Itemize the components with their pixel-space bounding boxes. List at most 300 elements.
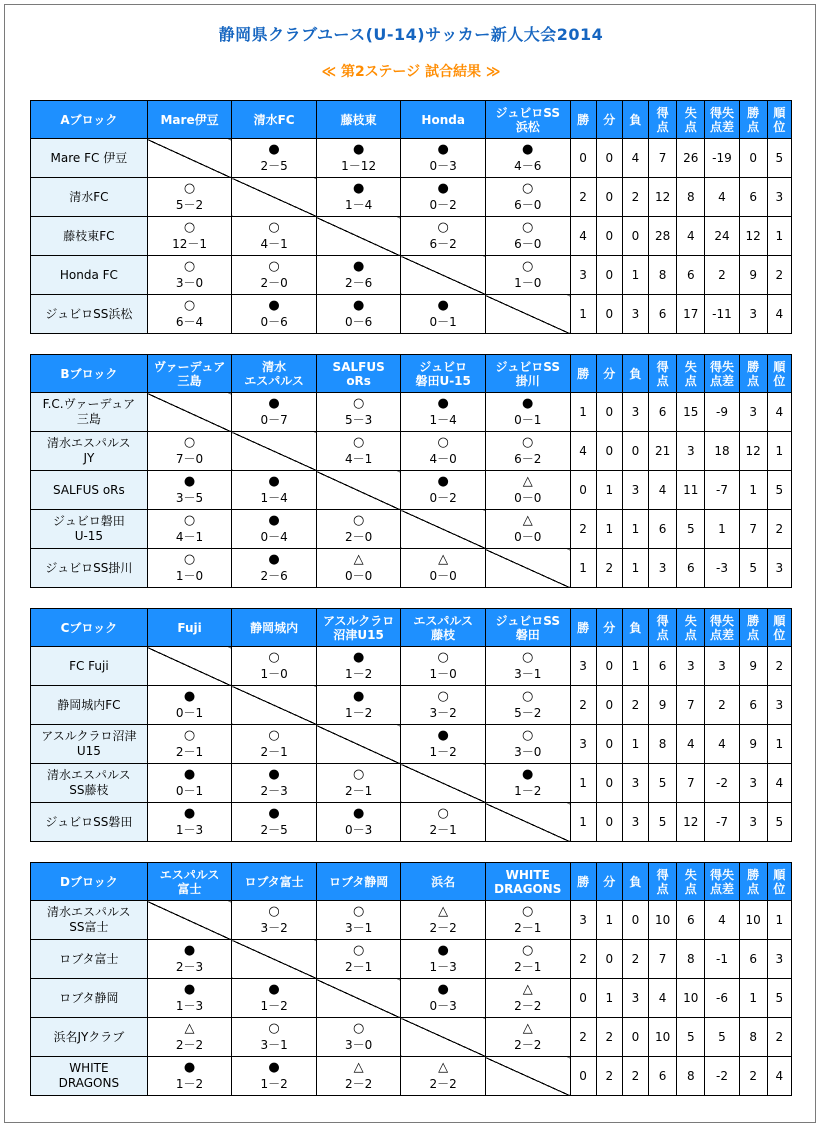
opponent-column-header: WHITE DRAGONS xyxy=(485,863,570,901)
match-score: 0－6 xyxy=(260,315,288,329)
match-score: 2－6 xyxy=(344,276,373,290)
header-row xyxy=(31,609,792,647)
opponent-column-header: Fuji xyxy=(147,609,232,647)
stat-column-header: 得失 点差 xyxy=(705,609,739,647)
stat-column-header: 負 xyxy=(622,609,648,647)
stat-value: 2 xyxy=(570,178,596,217)
result-symbol: △ xyxy=(438,1060,449,1075)
match-result-cell xyxy=(232,1018,317,1057)
stat-value: -6 xyxy=(705,979,739,1018)
match-result-cell xyxy=(485,979,570,1018)
stat-value: 7 xyxy=(649,940,677,979)
result-symbol: ○ xyxy=(437,650,449,665)
match-score: 6－0 xyxy=(514,198,542,212)
match-result-cell xyxy=(485,510,570,549)
stat-value: 6 xyxy=(649,295,677,334)
match-score: 4－1 xyxy=(344,452,373,466)
match-result-cell xyxy=(232,549,317,588)
match-result-cell xyxy=(147,725,232,764)
match-score: 2－1 xyxy=(344,960,373,974)
match-score: 1－4 xyxy=(429,413,457,427)
result-symbol: ● xyxy=(268,142,280,157)
stat-value: 2 xyxy=(596,1018,622,1057)
opponent-column-header: SALFUS oRs xyxy=(316,355,401,393)
match-result-cell xyxy=(401,178,486,217)
stat-value: 26 xyxy=(677,139,705,178)
result-symbol: ○ xyxy=(522,181,534,196)
result-symbol: ○ xyxy=(522,220,534,235)
result-symbol: ○ xyxy=(437,689,449,704)
stat-column-header: 得失 点差 xyxy=(705,101,739,139)
stat-value: 10 xyxy=(677,979,705,1018)
match-result-cell xyxy=(401,217,486,256)
stat-column-header: 順 位 xyxy=(767,101,791,139)
stat-value: 0 xyxy=(596,139,622,178)
stat-value: 0 xyxy=(570,471,596,510)
stat-value: 5 xyxy=(705,1018,739,1057)
result-symbol: ● xyxy=(352,650,365,665)
match-score: 0－1 xyxy=(429,315,457,329)
stat-value: 1 xyxy=(596,979,622,1018)
team-row xyxy=(31,686,792,725)
result-symbol: ○ xyxy=(268,728,280,743)
stat-value: 3 xyxy=(570,725,596,764)
stat-value: 6 xyxy=(677,256,705,295)
page-subtitle: ≪ 第2ステージ 試合結果 ≫ xyxy=(321,64,501,80)
match-result-cell xyxy=(485,256,570,295)
team-name: WHITE DRAGONS xyxy=(31,1057,148,1096)
match-score: 0－0 xyxy=(344,569,373,583)
stat-value: 0 xyxy=(596,432,622,471)
stat-column-header: 順 位 xyxy=(767,863,791,901)
team-name: SALFUS oRs xyxy=(31,471,148,510)
team-row xyxy=(31,139,792,178)
stat-value: 6 xyxy=(649,1057,677,1096)
team-row xyxy=(31,256,792,295)
result-symbol: ○ xyxy=(268,259,280,274)
result-symbol: ● xyxy=(268,806,280,821)
result-symbol: △ xyxy=(353,1060,364,1075)
self-match-cell xyxy=(316,979,401,1018)
match-score: 0－1 xyxy=(175,784,204,798)
stat-value: 1 xyxy=(622,647,648,686)
stat-value: 2 xyxy=(622,686,648,725)
result-symbol: ● xyxy=(183,943,196,958)
stat-column-header: 負 xyxy=(622,863,648,901)
result-symbol: ○ xyxy=(183,181,196,196)
stat-value: 1 xyxy=(570,803,596,842)
stat-value: -2 xyxy=(705,1057,739,1096)
opponent-column-header: ジュビロSS 浜松 xyxy=(485,101,570,139)
result-symbol: ● xyxy=(352,259,365,274)
opponent-column-header: アスルクラロ 沼津U15 xyxy=(316,609,401,647)
stat-value: 1 xyxy=(622,510,648,549)
team-name: Mare FC 伊豆 xyxy=(31,139,148,178)
stat-value: 24 xyxy=(705,217,739,256)
stat-value: 0 xyxy=(596,217,622,256)
match-result-cell xyxy=(147,1057,232,1096)
result-symbol: ○ xyxy=(522,943,534,958)
match-score: 3－0 xyxy=(344,1038,373,1052)
match-score: 2－5 xyxy=(260,823,288,837)
stat-value: 6 xyxy=(739,178,767,217)
result-symbol: △ xyxy=(522,1021,533,1036)
match-result-cell xyxy=(147,940,232,979)
stat-value: 1 xyxy=(596,471,622,510)
match-result-cell xyxy=(232,510,317,549)
match-score: 6－0 xyxy=(514,237,542,251)
stat-column-header: 失 点 xyxy=(677,355,705,393)
stat-value: 12 xyxy=(739,217,767,256)
result-symbol: ○ xyxy=(522,435,534,450)
stat-value: 5 xyxy=(677,510,705,549)
stat-value: 3 xyxy=(677,432,705,471)
team-name: アスルクラロ沼津 U15 xyxy=(31,725,148,764)
match-result-cell xyxy=(401,139,486,178)
match-score: 2－1 xyxy=(344,784,373,798)
stat-column-header: 分 xyxy=(596,863,622,901)
stat-value: 6 xyxy=(649,510,677,549)
match-result-cell xyxy=(316,803,401,842)
result-symbol: ● xyxy=(437,396,449,411)
stat-value: 4 xyxy=(705,901,739,940)
stat-value: 2 xyxy=(767,1018,791,1057)
result-symbol: ● xyxy=(183,689,196,704)
team-row xyxy=(31,803,792,842)
stat-value: 0 xyxy=(596,647,622,686)
match-result-cell xyxy=(485,764,570,803)
stat-value: 12 xyxy=(677,803,705,842)
stat-value: 4 xyxy=(705,178,739,217)
result-symbol: ○ xyxy=(268,904,280,919)
result-symbol: △ xyxy=(522,513,533,528)
match-score: 0－7 xyxy=(260,413,288,427)
result-symbol: ○ xyxy=(522,259,534,274)
stat-value: -7 xyxy=(705,803,739,842)
result-symbol: △ xyxy=(438,552,449,567)
match-score: 0－3 xyxy=(429,159,457,173)
match-score: 4－1 xyxy=(175,530,204,544)
stat-value: 1 xyxy=(622,725,648,764)
team-row xyxy=(31,1018,792,1057)
stat-value: 8 xyxy=(677,1057,705,1096)
stat-value: 2 xyxy=(622,940,648,979)
match-result-cell xyxy=(485,647,570,686)
stat-value: 2 xyxy=(767,256,791,295)
stat-value: 10 xyxy=(649,1018,677,1057)
match-result-cell xyxy=(485,940,570,979)
stat-column-header: 分 xyxy=(596,355,622,393)
stat-value: -7 xyxy=(705,471,739,510)
match-result-cell xyxy=(401,295,486,334)
self-match-cell xyxy=(147,139,232,178)
result-symbol: ● xyxy=(352,181,365,196)
opponent-column-header: エスパルス 富士 xyxy=(147,863,232,901)
opponent-column-header: ジュビロ 磐田U-15 xyxy=(401,355,486,393)
stat-value: 3 xyxy=(739,764,767,803)
match-result-cell xyxy=(316,510,401,549)
match-result-cell xyxy=(485,901,570,940)
match-score: 12－1 xyxy=(172,237,207,251)
match-score: 1－2 xyxy=(175,1077,204,1091)
opponent-column-header: 浜名 xyxy=(401,863,486,901)
match-score: 0－0 xyxy=(514,491,542,505)
match-result-cell xyxy=(232,295,317,334)
match-result-cell xyxy=(401,940,486,979)
stat-value: 17 xyxy=(677,295,705,334)
stat-value: 3 xyxy=(622,764,648,803)
match-score: 2－1 xyxy=(260,745,288,759)
stat-value: 6 xyxy=(739,686,767,725)
result-symbol: ● xyxy=(437,142,449,157)
opponent-column-header: 清水 エスパルス xyxy=(232,355,317,393)
match-result-cell xyxy=(485,1018,570,1057)
match-score: 2－2 xyxy=(344,1077,373,1091)
stat-value: 0 xyxy=(622,901,648,940)
match-score: 0－1 xyxy=(514,413,542,427)
team-row xyxy=(31,432,792,471)
stat-value: 6 xyxy=(739,940,767,979)
stat-value: 4 xyxy=(677,725,705,764)
self-match-cell xyxy=(401,764,486,803)
stat-column-header: 勝 xyxy=(570,355,596,393)
result-symbol: ● xyxy=(352,689,365,704)
match-result-cell xyxy=(147,295,232,334)
stat-value: 3 xyxy=(570,647,596,686)
block-table xyxy=(30,608,792,842)
result-symbol: ● xyxy=(268,396,280,411)
stat-column-header: 失 点 xyxy=(677,101,705,139)
match-result-cell xyxy=(485,393,570,432)
match-result-cell xyxy=(401,549,486,588)
team-row xyxy=(31,764,792,803)
match-score: 1－0 xyxy=(514,276,542,290)
stat-value: 6 xyxy=(677,549,705,588)
match-score: 1－3 xyxy=(175,823,204,837)
stat-column-header: 順 位 xyxy=(767,609,791,647)
team-row xyxy=(31,510,792,549)
team-row xyxy=(31,1057,792,1096)
stat-column-header: 負 xyxy=(622,355,648,393)
match-result-cell xyxy=(316,1018,401,1057)
result-symbol: ● xyxy=(352,806,365,821)
match-score: 2－6 xyxy=(260,569,288,583)
match-result-cell xyxy=(316,901,401,940)
stat-value: 4 xyxy=(705,725,739,764)
result-symbol: ○ xyxy=(437,435,449,450)
stat-column-header: 失 点 xyxy=(677,609,705,647)
opponent-column-header: 静岡城内 xyxy=(232,609,317,647)
stat-value: 0 xyxy=(596,393,622,432)
stat-value: 3 xyxy=(622,979,648,1018)
team-name: F.C.ヴァーデュア 三島 xyxy=(31,393,148,432)
match-result-cell xyxy=(147,979,232,1018)
match-score: 3－0 xyxy=(514,745,542,759)
match-result-cell xyxy=(316,432,401,471)
team-row xyxy=(31,471,792,510)
team-row xyxy=(31,647,792,686)
stat-value: 0 xyxy=(570,979,596,1018)
self-match-cell xyxy=(232,686,317,725)
match-score: 4－0 xyxy=(429,452,457,466)
match-score: 1－3 xyxy=(429,960,457,974)
stat-column-header: 勝 xyxy=(570,863,596,901)
stat-column-header: 勝 xyxy=(570,609,596,647)
stat-value: 1 xyxy=(739,471,767,510)
match-result-cell xyxy=(401,647,486,686)
stat-value: 1 xyxy=(570,549,596,588)
match-result-cell xyxy=(316,549,401,588)
match-result-cell xyxy=(316,178,401,217)
result-symbol: ● xyxy=(522,396,534,411)
match-score: 2－2 xyxy=(175,1038,204,1052)
stat-value: 2 xyxy=(570,1018,596,1057)
result-symbol: ○ xyxy=(522,689,534,704)
stat-value: 9 xyxy=(739,256,767,295)
self-match-cell xyxy=(401,256,486,295)
match-score: 6－2 xyxy=(514,452,542,466)
match-score: 1－12 xyxy=(341,159,377,173)
match-result-cell xyxy=(147,178,232,217)
result-symbol: ○ xyxy=(183,259,196,274)
result-symbol: ○ xyxy=(183,435,196,450)
block-table xyxy=(30,354,792,588)
stat-value: 6 xyxy=(677,901,705,940)
stat-column-header: 失 点 xyxy=(677,863,705,901)
result-symbol: ○ xyxy=(437,220,449,235)
match-score: 2－2 xyxy=(429,921,457,935)
result-symbol: △ xyxy=(522,982,533,997)
result-symbol: ● xyxy=(183,1060,196,1075)
match-result-cell xyxy=(147,764,232,803)
stat-value: 1 xyxy=(622,256,648,295)
block-table xyxy=(30,862,792,1096)
result-symbol: ○ xyxy=(352,435,365,450)
match-result-cell xyxy=(401,979,486,1018)
stat-value: 12 xyxy=(739,432,767,471)
match-result-cell xyxy=(147,510,232,549)
result-symbol: ○ xyxy=(522,728,534,743)
stat-value: 1 xyxy=(622,549,648,588)
stat-value: 3 xyxy=(570,256,596,295)
stat-value: 4 xyxy=(767,1057,791,1096)
result-symbol: ○ xyxy=(183,513,196,528)
block-name: Bブロック xyxy=(31,355,148,393)
match-score: 0－3 xyxy=(429,999,457,1013)
result-symbol: ○ xyxy=(268,220,280,235)
match-score: 2－0 xyxy=(344,530,373,544)
result-symbol: ○ xyxy=(183,298,196,313)
stat-value: 0 xyxy=(596,803,622,842)
match-score: 0－0 xyxy=(429,569,457,583)
match-result-cell xyxy=(485,217,570,256)
match-result-cell xyxy=(147,1018,232,1057)
stat-value: 2 xyxy=(622,1057,648,1096)
stat-value: -2 xyxy=(705,764,739,803)
result-symbol: ○ xyxy=(352,904,365,919)
stat-value: 2 xyxy=(596,1057,622,1096)
result-symbol: ● xyxy=(437,474,449,489)
stat-value: 15 xyxy=(677,393,705,432)
match-result-cell xyxy=(401,471,486,510)
stat-value: 4 xyxy=(622,139,648,178)
match-score: 1－4 xyxy=(260,491,288,505)
match-result-cell xyxy=(316,393,401,432)
stat-value: 3 xyxy=(739,393,767,432)
result-symbol: ● xyxy=(352,142,365,157)
stat-column-header: 得失 点差 xyxy=(705,355,739,393)
stat-column-header: 得 点 xyxy=(649,863,677,901)
match-result-cell xyxy=(232,256,317,295)
self-match-cell xyxy=(232,178,317,217)
match-score: 1－3 xyxy=(175,999,204,1013)
match-score: 2－2 xyxy=(514,1038,542,1052)
match-result-cell xyxy=(147,803,232,842)
match-result-cell xyxy=(401,1057,486,1096)
stat-value: 5 xyxy=(767,471,791,510)
stat-value: 0 xyxy=(622,432,648,471)
stat-value: 7 xyxy=(649,139,677,178)
match-result-cell xyxy=(316,686,401,725)
result-symbol: ● xyxy=(268,1060,280,1075)
opponent-column-header: ジュビロSS 磐田 xyxy=(485,609,570,647)
stat-value: 3 xyxy=(767,686,791,725)
result-symbol: ● xyxy=(183,767,196,782)
block-name: Dブロック xyxy=(31,863,148,901)
match-result-cell xyxy=(316,764,401,803)
result-symbol: ○ xyxy=(437,806,449,821)
stat-value: 1 xyxy=(767,725,791,764)
match-score: 1－0 xyxy=(260,667,288,681)
header-row xyxy=(31,355,792,393)
stat-value: 6 xyxy=(649,393,677,432)
stat-value: 0 xyxy=(596,295,622,334)
match-score: 3－0 xyxy=(175,276,204,290)
stat-column-header: 勝 点 xyxy=(739,355,767,393)
stat-value: 5 xyxy=(739,549,767,588)
stat-value: 3 xyxy=(570,901,596,940)
stat-value: 9 xyxy=(739,647,767,686)
stat-value: 0 xyxy=(596,725,622,764)
result-symbol: ● xyxy=(183,982,196,997)
match-result-cell xyxy=(232,471,317,510)
match-score: 0－2 xyxy=(429,198,457,212)
team-name: ジュビロSS浜松 xyxy=(31,295,148,334)
match-result-cell xyxy=(232,139,317,178)
stat-column-header: 得失 点差 xyxy=(705,863,739,901)
stat-column-header: 勝 点 xyxy=(739,101,767,139)
stat-value: 4 xyxy=(649,471,677,510)
stat-value: -19 xyxy=(705,139,739,178)
opponent-column-header: 清水FC xyxy=(232,101,317,139)
team-row xyxy=(31,940,792,979)
stat-value: 1 xyxy=(767,432,791,471)
match-score: 1－2 xyxy=(260,999,288,1013)
result-symbol: ● xyxy=(437,181,449,196)
result-symbol: ○ xyxy=(183,220,196,235)
result-symbol: △ xyxy=(184,1021,195,1036)
result-symbol: ● xyxy=(437,298,449,313)
match-result-cell xyxy=(316,940,401,979)
header-row xyxy=(31,101,792,139)
team-name: ロブタ静岡 xyxy=(31,979,148,1018)
team-row xyxy=(31,979,792,1018)
stat-value: 2 xyxy=(570,940,596,979)
result-symbol: ○ xyxy=(352,396,365,411)
team-name: 清水エスパルス JY xyxy=(31,432,148,471)
match-score: 1－2 xyxy=(260,1077,288,1091)
block-name: Aブロック xyxy=(31,101,148,139)
